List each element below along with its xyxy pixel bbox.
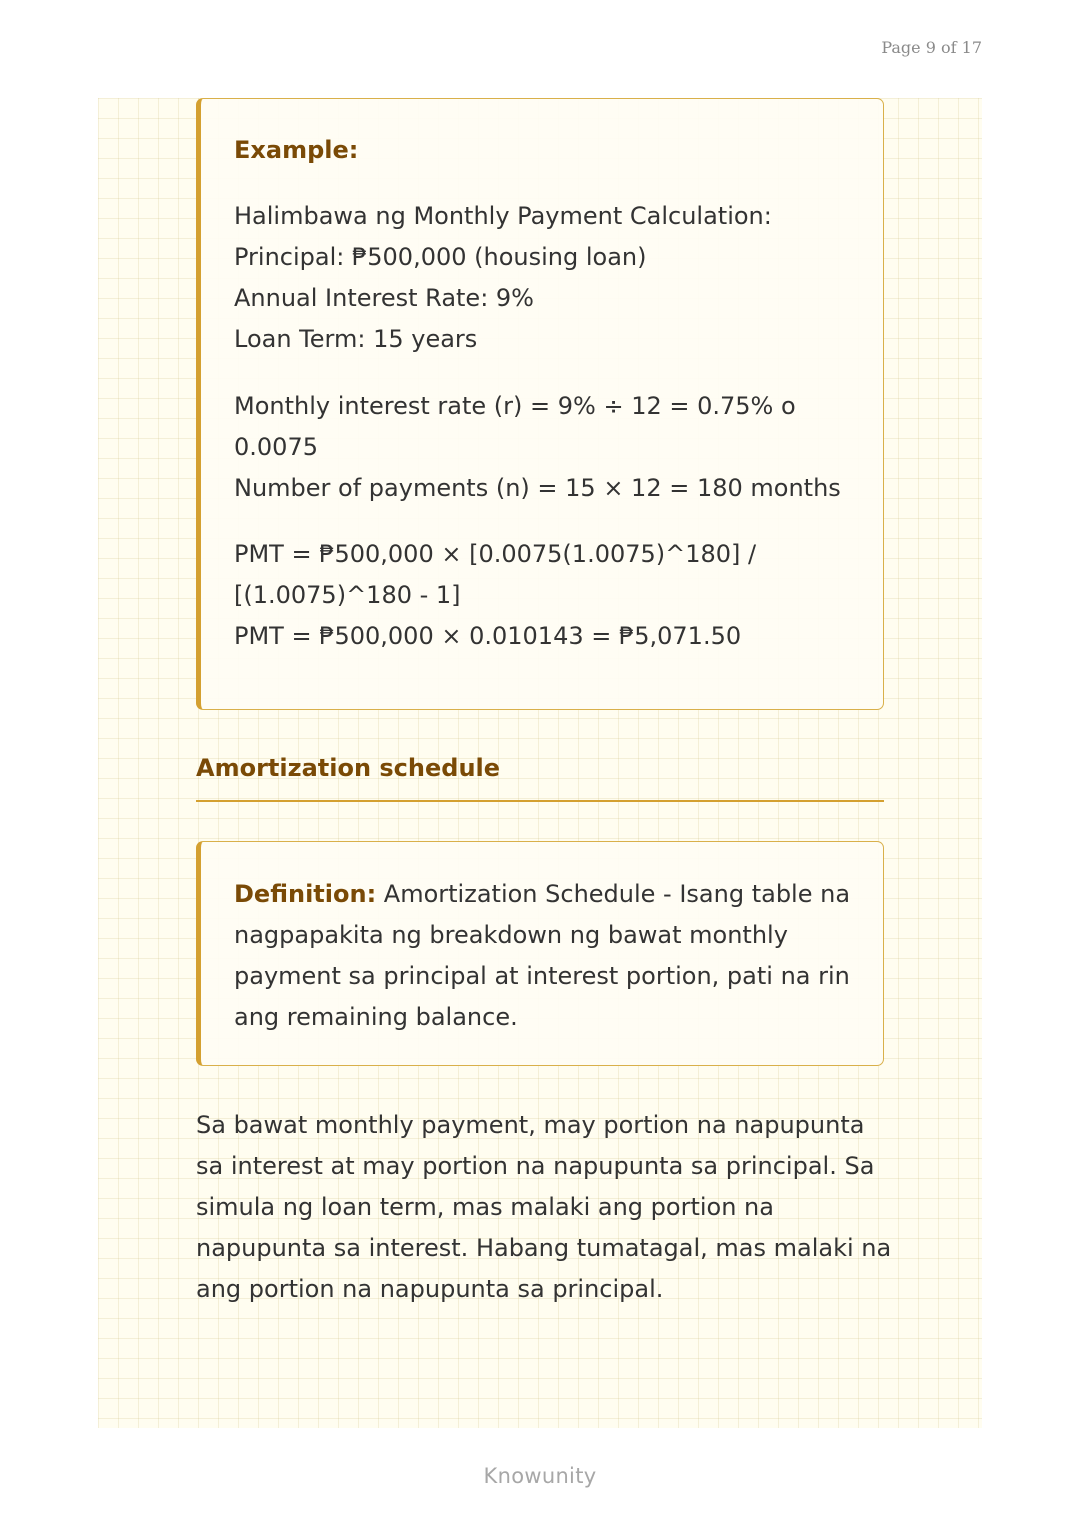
example-line: Principal: ₱500,000 (housing loan) bbox=[234, 243, 647, 271]
example-line: PMT = ₱500,000 × 0.010143 = ₱5,071.50 bbox=[234, 622, 742, 650]
definition-text-block bbox=[234, 874, 853, 1038]
example-pmt-block bbox=[234, 534, 853, 657]
example-rate-block bbox=[234, 386, 853, 509]
section-divider bbox=[196, 800, 884, 802]
example-line: Number of payments (n) = 15 × 12 = 180 months bbox=[234, 474, 841, 502]
footer-brand: Knowunity bbox=[483, 1464, 597, 1488]
definition-box bbox=[196, 841, 884, 1066]
body-paragraph: Sa bawat monthly payment, may portion na napupunta sa interest at may portion na napupunta sa principal. Sa simula ng loan term, mas malaki ang portion na napupunta sa interest. Habang tumatagal, mas malaki na ang portion na napupunta sa principal. bbox=[196, 1111, 892, 1303]
definition-text: Amortization Schedule - Isang table na nagpapakita ng breakdown ng bawat monthly payment sa principal at interest portion, pati na rin ang remaining balance. bbox=[234, 880, 851, 1031]
definition-label: Definition: bbox=[234, 880, 377, 908]
example-line: Halimbawa ng Monthly Payment Calculation: bbox=[234, 202, 772, 230]
example-line: PMT = ₱500,000 × [0.0075(1.0075)^180] / bbox=[234, 540, 757, 568]
example-line: Monthly interest rate (r) = 9% ÷ 12 = 0.75% o bbox=[234, 392, 796, 420]
example-intro-block bbox=[234, 196, 853, 360]
example-line: 0.0075 bbox=[234, 433, 318, 461]
section-heading: Amortization schedule bbox=[196, 754, 501, 782]
example-box bbox=[196, 98, 884, 710]
example-title: Example: bbox=[234, 136, 359, 164]
page-number: Page 9 of 17 bbox=[881, 38, 982, 57]
example-line: [(1.0075)^180 - 1] bbox=[234, 581, 461, 609]
example-line: Loan Term: 15 years bbox=[234, 325, 478, 353]
example-line: Annual Interest Rate: 9% bbox=[234, 284, 534, 312]
